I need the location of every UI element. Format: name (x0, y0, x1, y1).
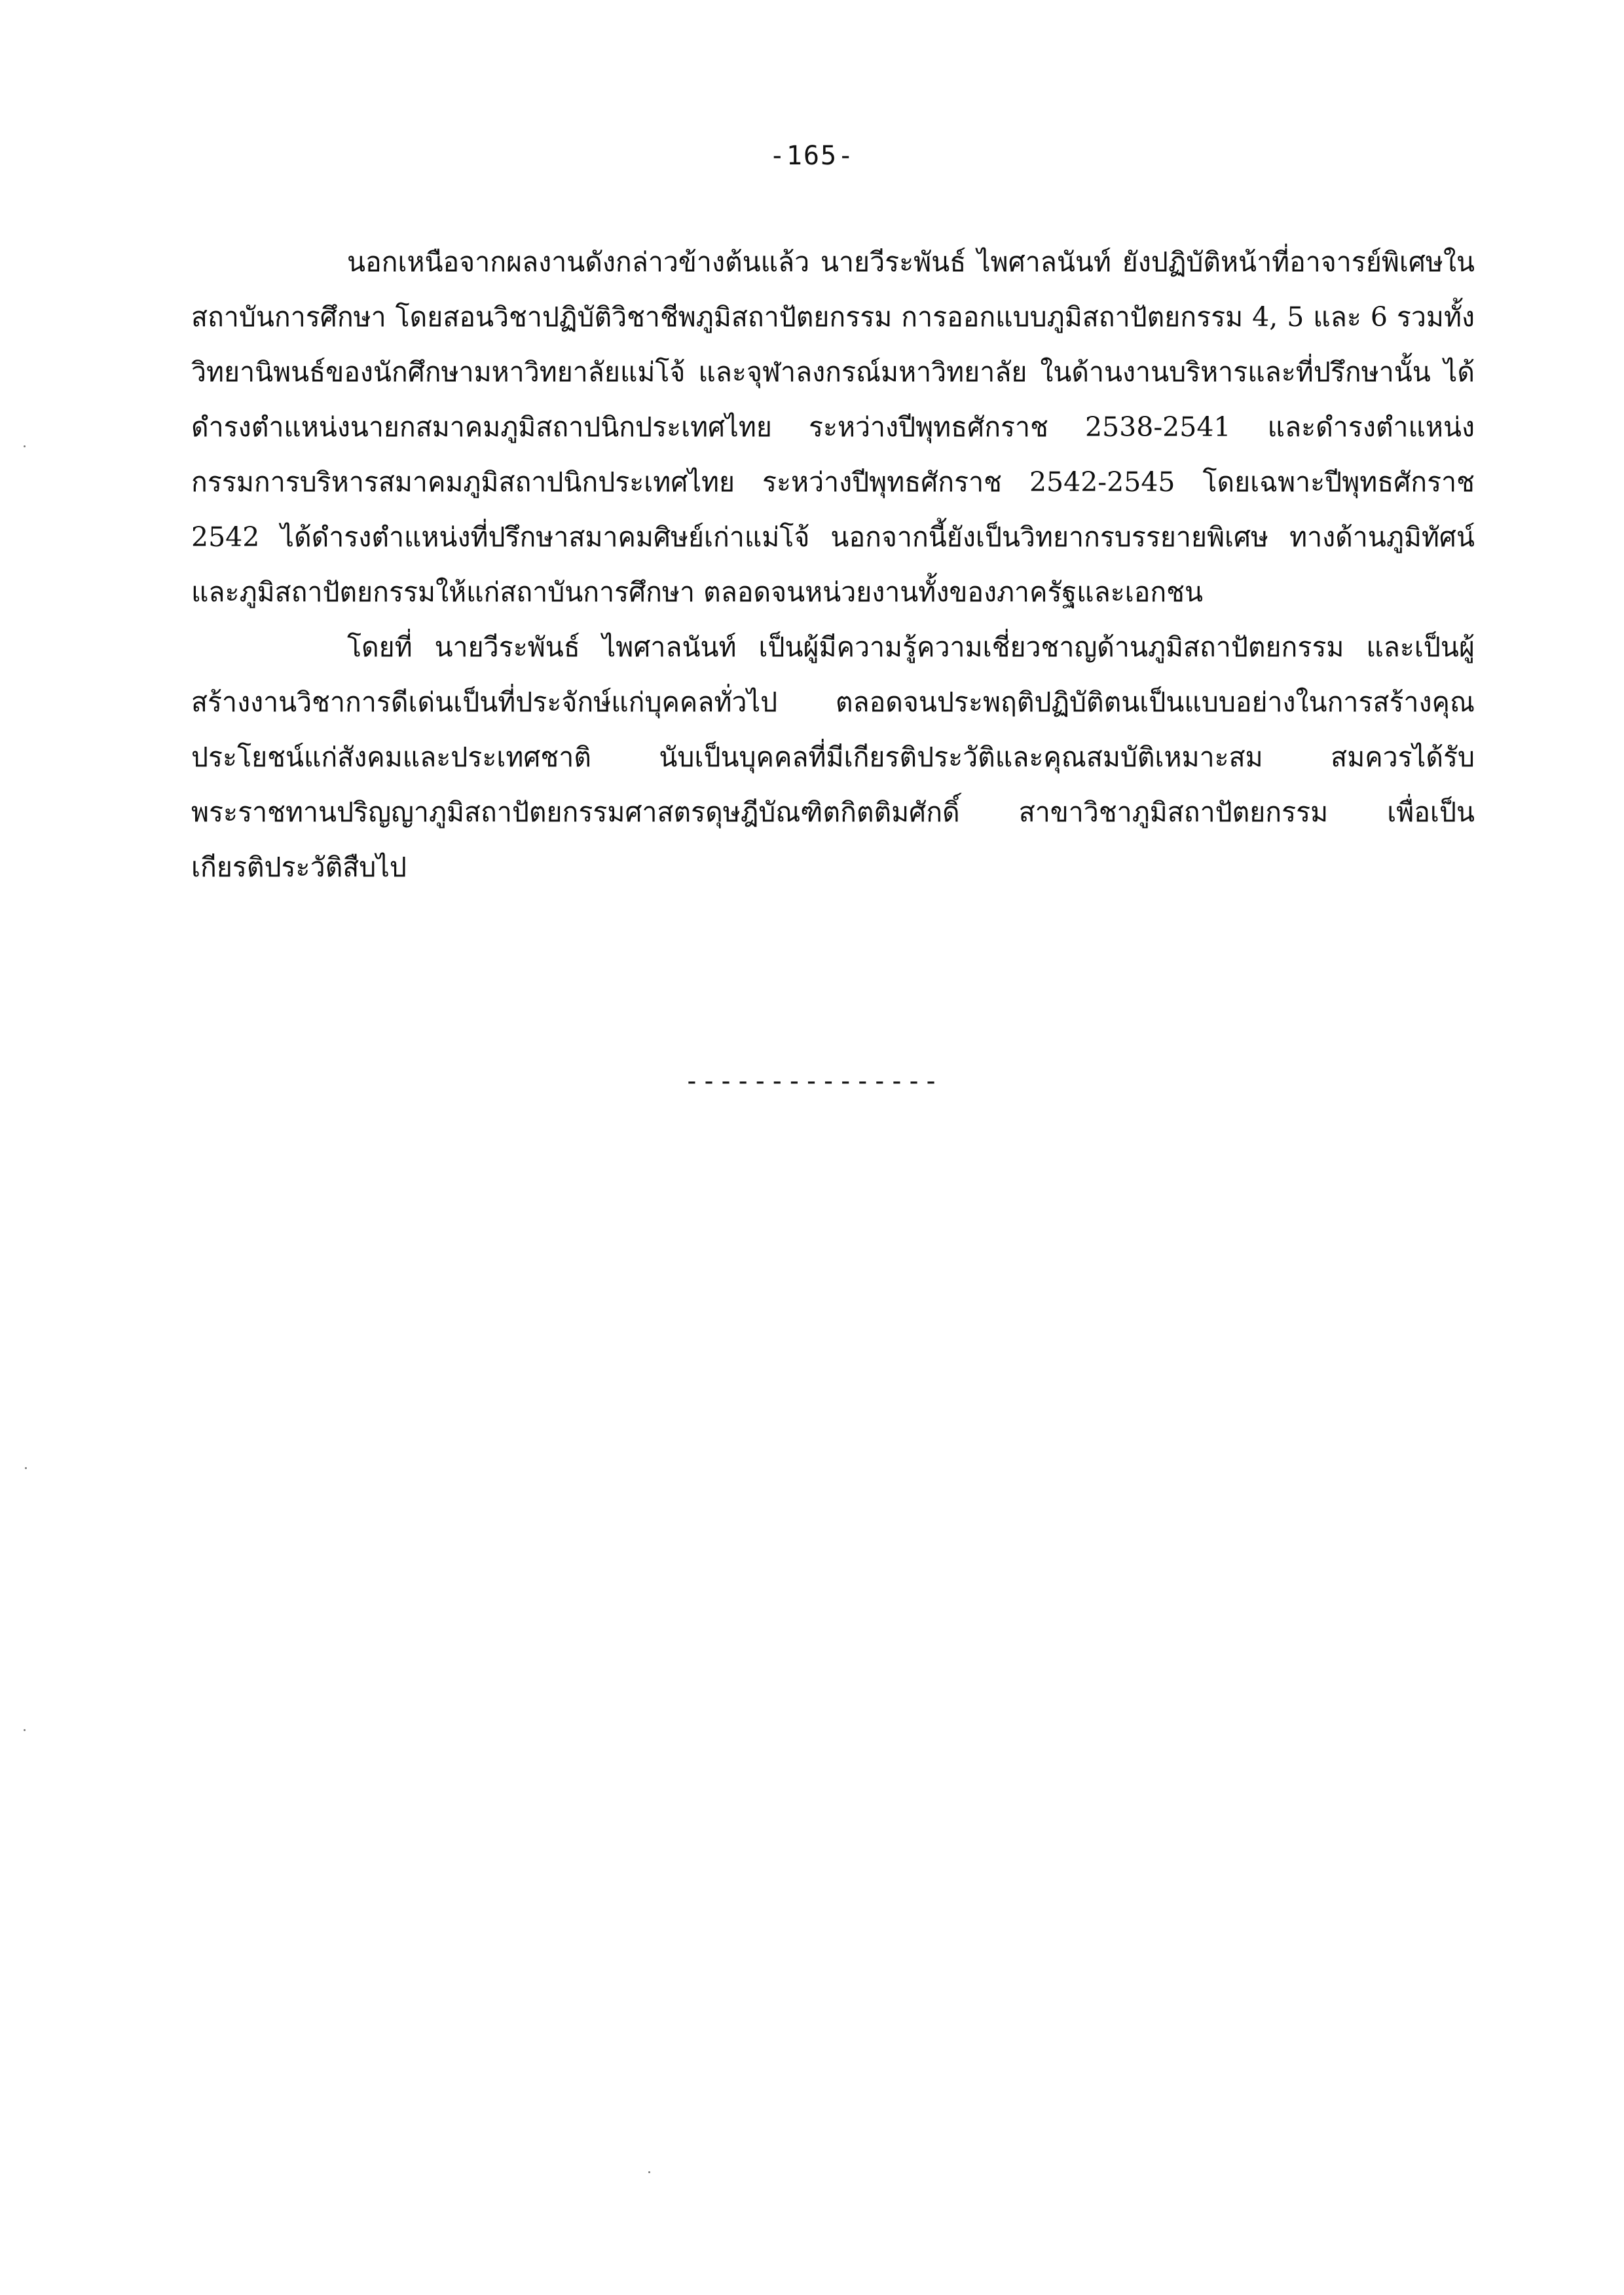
body-text (191, 234, 1475, 895)
scan-speck (24, 445, 26, 447)
paragraph-conclusion: โดยที่ นายวีระพันธ์ ไพศาลนันท์ เป็นผู้มีความรู้ความเชี่ยวชาญด้านภูมิสถาปัตยกรรม และเป็นผู้สร้างงานวิชาการดีเด่นเป็นที่ประจักษ์แก่บุคคลทั่วไป ตลอดจนประพฤติปฏิบัติตนเป็นแบบอย่างในการสร้างคุณประโยชน์แก่สังคมและประเทศชาติ นับเป็นบุคคลที่มีเกียรติประวัติและคุณสมบัติเหมาะสม สมควรได้รับพระราชทานปริญญาภูมิสถาปัตยกรรมศาสตรดุษฎีบัณฑิตกิตติมศักดิ์ สาขาวิชาภูมิสถาปัตยกรรม เพื่อเป็นเกียรติประวัติสืบไป (191, 631, 1475, 883)
page-number: -165- (769, 141, 855, 171)
paragraph-activities: นอกเหนือจากผลงานดังกล่าวข้างต้นแล้ว นายวีระพันธ์ ไพศาลนันท์ ยังปฏิบัติหน้าที่อาจารย์พิเศษในสถาบันการศึกษา โดยสอนวิชาปฏิบัติวิชาชีพภูมิสถาปัตยกรรม การออกแบบภูมิสถาปัตยกรรม 4, 5 และ 6 รวมทั้งวิทยานิพนธ์ของนักศึกษามหาวิทยาลัยแม่โจ้ และจุฬาลงกรณ์มหาวิทยาลัย ในด้านงานบริหารและที่ปรึกษานั้น ได้ดำรงตำแหน่งนายกสมาคมภูมิสถาปนิกประเทศไทย ระหว่างปีพุทธศักราช 2538-2541 และดำรงตำแหน่งกรรมการบริหารสมาคมภูมิสถาปนิกประเทศไทย ระหว่างปีพุทธศักราช 2542-2545 โดยเฉพาะปีพุทธศักราช 2542 ได้ดำรงตำแหน่งที่ปรึกษาสมาคมศิษย์เก่าแม่โจ้ นอกจากนี้ยังเป็นวิทยากรบรรยายพิเศษ ทางด้านภูมิทัศน์และภูมิสถาปัตยกรรมให้แก่สถาบันการศึกษา ตลอดจนหน่วยงานทั้งของภาครัฐและเอกชน (191, 246, 1475, 608)
scan-speck (25, 1467, 27, 1469)
end-separator: --------------- (684, 1066, 940, 1096)
scan-speck (24, 1729, 26, 1731)
scan-speck (648, 2171, 650, 2173)
